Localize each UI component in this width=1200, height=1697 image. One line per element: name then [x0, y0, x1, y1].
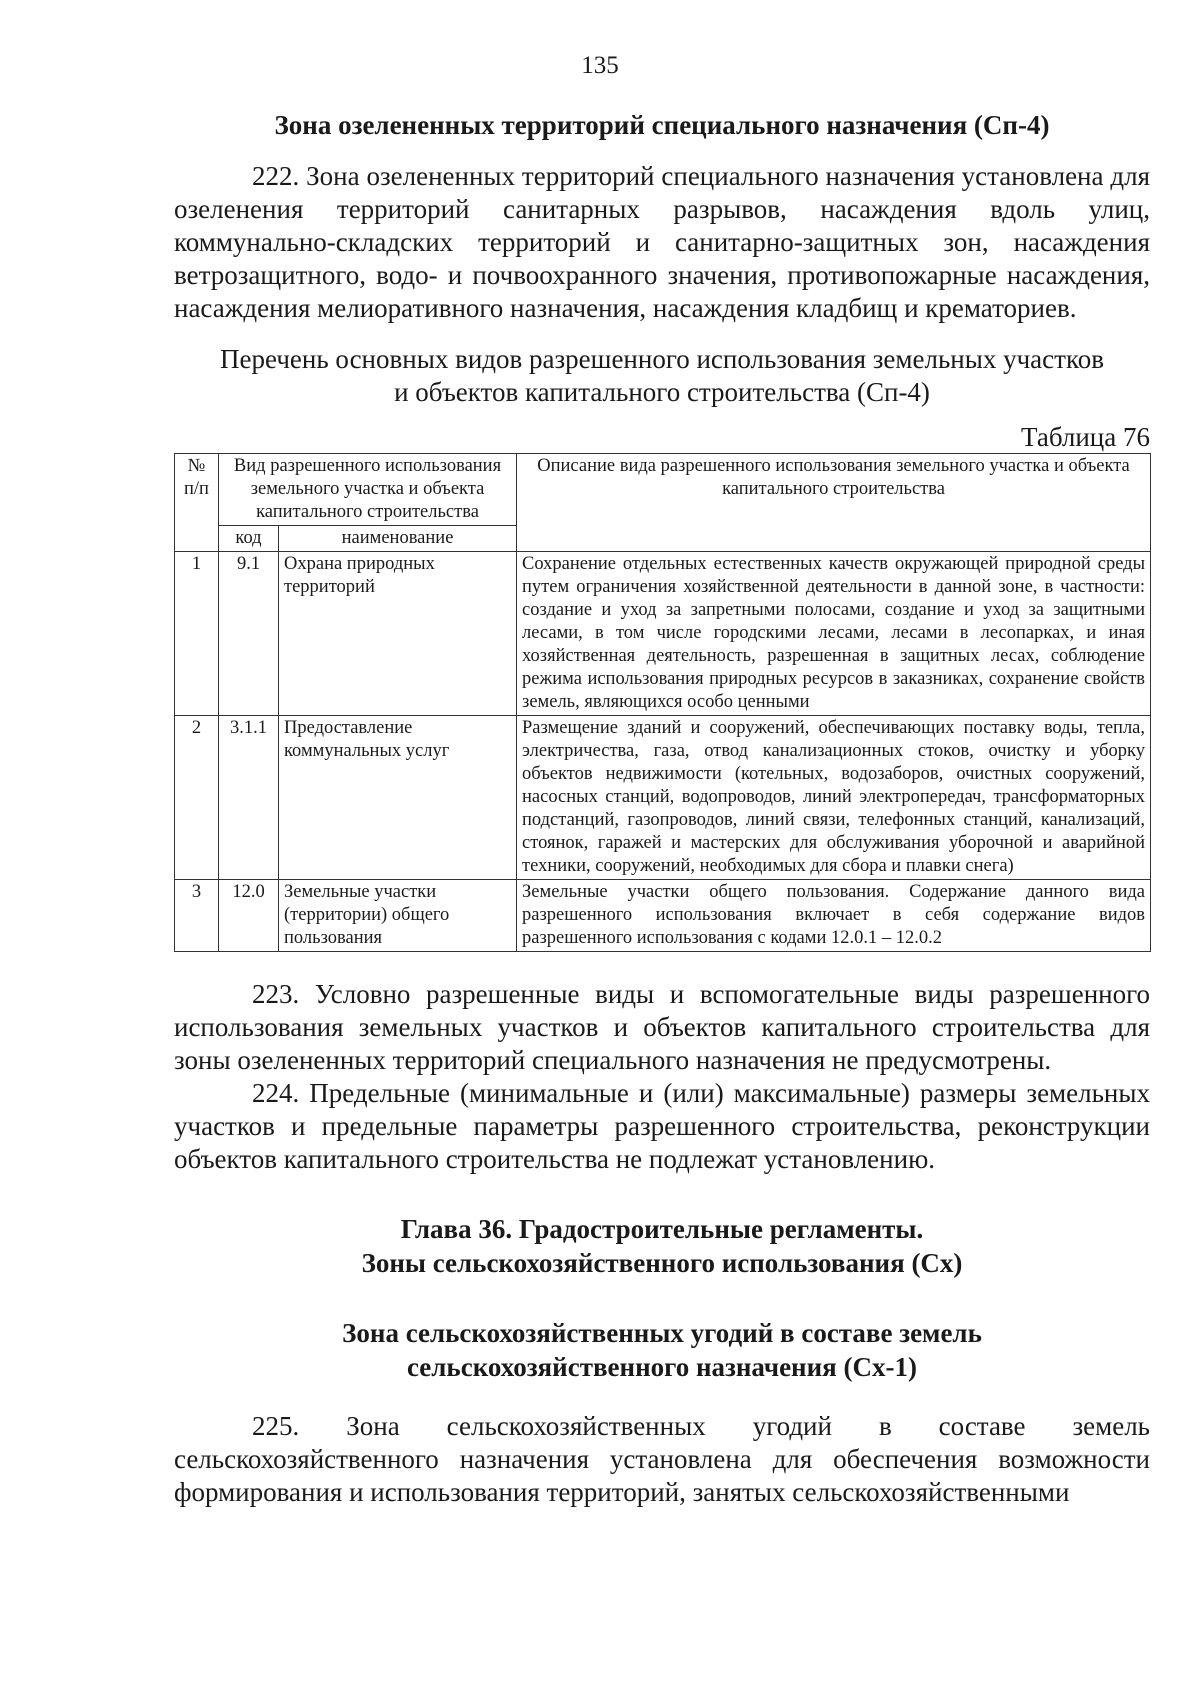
page-content [174, 108, 1150, 1509]
chapter-title [174, 1212, 1150, 1280]
paragraph-222: 222. Зона озелененных территорий специального назначения установлена для озеленения территорий санитарных разрывов, насаждения вдоль улиц, коммунально-складских территорий и санитарно-защитных зон, насаждения ветрозащитного, водо- и почвоохранного значения, противопожарные насаждения, насаждения мелиоративного назначения, насаждения кладбищ и крематориев. [174, 161, 1150, 323]
table-row [175, 880, 1151, 952]
header-code: код [219, 526, 279, 552]
row-num: 1 [175, 552, 219, 716]
row-name: Земельные участки (территории) общего пользования [279, 880, 517, 952]
row-description: Сохранение отдельных естественных качеств окружающей природной среды путем ограничения хозяйственной деятельности в данной зоне, в частности: создание и уход за запретными полосами, создание и уход за защитными лесами, в том числе городскими лесами, лесами в лесопарках, и иная хозяйственная деятельность, разрешенная в защитных лесах, соблюдение режима использования природных ресурсов в заказниках, сохранение свойств земель, являющихся особо ценными [517, 552, 1151, 716]
paragraph-224: 224. Предельные (минимальные и (или) максимальные) размеры земельных участков и предельные параметры разрешенного строительства, реконструкции объектов капитального строительства не подлежат установлению. [174, 1078, 1150, 1174]
table-caption: Таблица 76 [1021, 422, 1150, 452]
paragraph-225: 225. Зона сельскохозяйственных угодий в составе земель сельскохозяйственного назначения установлена для обеспечения возможности формирования и использования территорий, занятых сельскохозяйственными [174, 1411, 1150, 1507]
header-description: Описание вида разрешенного использования земельного участка и объекта капитального строительства [517, 454, 1151, 552]
table-header-row [175, 454, 1151, 526]
table-row [175, 716, 1151, 880]
paragraph-223: 223. Условно разрешенные виды и вспомогательные виды разрешенного использования земельных участков и объектов капитального строительства для зоны озелененных территорий специального назначения не предусмотрены. [174, 979, 1150, 1075]
section-title-sx1 [174, 1316, 1150, 1384]
section-title-sx1-line2: сельскохозяйственного назначения (Сх-1) [406, 1352, 918, 1382]
header-kind: Вид разрешенного использования земельного участка и объекта капитального строительства [219, 454, 517, 526]
section-title-sx1-line1: Зона сельскохозяйственных угодий в составе земель [342, 1318, 982, 1348]
chapter-title-line1: Глава 36. Градостроительные регламенты. [400, 1214, 924, 1244]
row-name: Предоставление коммунальных услуг [279, 716, 517, 880]
row-num: 2 [175, 716, 219, 880]
permitted-use-table [174, 453, 1151, 952]
row-code: 12.0 [219, 880, 279, 952]
list-title [174, 343, 1150, 409]
row-num: 3 [175, 880, 219, 952]
row-name: Охрана природных территорий [279, 552, 517, 716]
page-number: 135 [581, 52, 619, 79]
header-num: № п/п [175, 454, 219, 552]
list-title-line1: Перечень основных видов разрешенного использования земельных участков [220, 344, 1104, 374]
table-row [175, 552, 1151, 716]
row-code: 9.1 [219, 552, 279, 716]
row-code: 3.1.1 [219, 716, 279, 880]
row-description: Земельные участки общего пользования. Содержание данного вида разрешенного использования включает в себя содержание видов разрешенного использования с кодами 12.0.1 – 12.0.2 [517, 880, 1151, 952]
chapter-title-line2: Зоны сельскохозяйственного использования (Сх) [361, 1248, 963, 1278]
list-title-line2: и объектов капитального строительства (Сп-4) [394, 377, 930, 407]
header-name: наименование [279, 526, 517, 552]
row-description: Размещение зданий и сооружений, обеспечивающих поставку воды, тепла, электричества, газа, отвод канализационных стоков, очистку и уборку объектов недвижимости (котельных, водозаборов, очистных сооружений, насосных станций, водопроводов, линий электропередач, трансформаторных подстанций, газопроводов, линий связи, телефонных станций, канализаций, стоянок, гаражей и мастерских для обслуживания уборочной и аварийной техники, сооружений, необходимых для сбора и плавки снега) [517, 716, 1151, 880]
section-title-sp4: Зона озелененных территорий специального назначения (Сп-4) [274, 110, 1050, 140]
